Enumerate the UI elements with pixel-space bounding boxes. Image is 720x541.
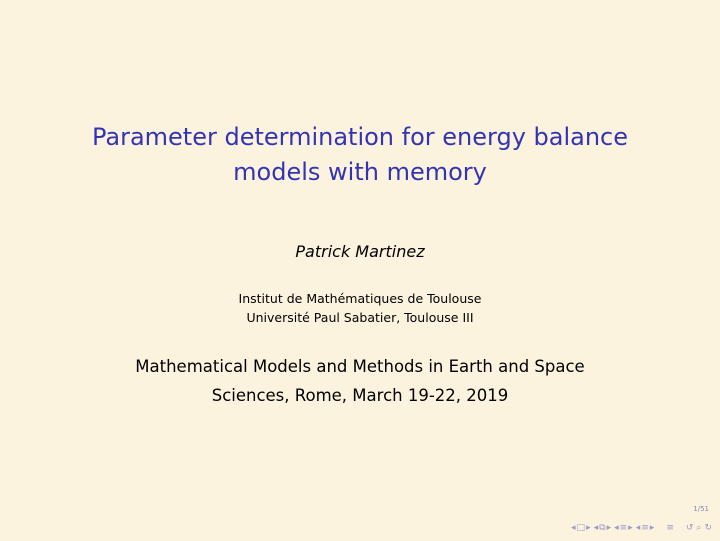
frame-next-icon[interactable]: ▸: [586, 523, 591, 533]
subsection-icon[interactable]: ⧉: [599, 523, 606, 533]
back-icon[interactable]: ↺: [685, 523, 694, 533]
author: Patrick Martinez: [295, 242, 425, 261]
search-icon[interactable]: ⌕: [696, 523, 702, 533]
institute-line-1: Institut de Mathématiques de Toulouse: [238, 291, 482, 306]
slide-title-line-1: Parameter determination for energy balance: [91, 123, 629, 151]
subsection-next-icon[interactable]: ▸: [606, 523, 612, 533]
institute: [0, 289, 720, 327]
page-number: 1/51: [693, 505, 709, 513]
section-icon[interactable]: ≡: [619, 523, 628, 533]
section-nav: [614, 522, 633, 534]
subsubsection-icon[interactable]: ≡: [641, 523, 649, 533]
subsection-prev-icon[interactable]: ◂: [593, 523, 599, 533]
frame-icon[interactable]: □: [576, 523, 586, 533]
subsubsection-next-icon[interactable]: ▸: [649, 523, 655, 533]
section-next-icon[interactable]: ▸: [628, 523, 633, 533]
subsubsection-prev-icon[interactable]: ◂: [635, 523, 641, 533]
conference-date: [0, 352, 720, 410]
subsubsection-nav: [636, 522, 655, 534]
section-prev-icon[interactable]: ◂: [614, 523, 619, 533]
forward-icon[interactable]: ↻: [704, 523, 712, 533]
conference-line-1: Mathematical Models and Methods in Earth and Space: [135, 357, 585, 376]
frame-nav: [571, 522, 591, 534]
frame-prev-icon[interactable]: ◂: [571, 523, 576, 533]
slide-title: [0, 120, 720, 190]
slide-title-line-2: models with memory: [233, 158, 487, 186]
conference-line-2: Sciences, Rome, March 19-22, 2019: [211, 386, 509, 405]
institute-line-2: Université Paul Sabatier, Toulouse III: [246, 310, 474, 325]
beamer-navigation-bar: [571, 521, 712, 535]
appendix-icon[interactable]: ≡: [666, 523, 674, 533]
subsection-nav: [594, 522, 612, 534]
